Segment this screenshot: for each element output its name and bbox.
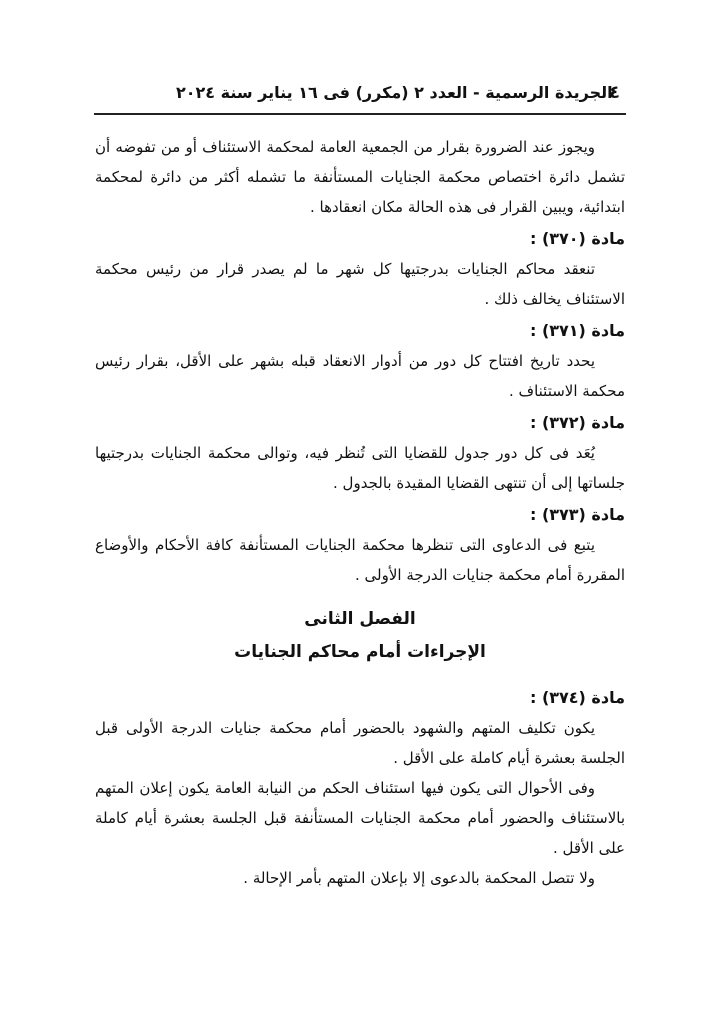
article-paragraph: ولا تتصل المحكمة بالدعوى إلا بإعلان المتهم بأمر الإحالة . (243, 869, 595, 887)
chapter-heading-block (95, 605, 625, 666)
article-373 (95, 503, 625, 590)
article-heading: مادة (٣٧٠) : (529, 229, 625, 248)
article-heading: مادة (٣٧٢) : (529, 413, 625, 432)
article-374 (95, 686, 625, 893)
article-heading: مادة (٣٧١) : (529, 321, 625, 340)
article-paragraph: يُعَد فى كل دور جدول للقضايا التى تُنظر فيه، وتوالى محكمة الجنايات بدرجتيها جلساتها إلى أن تنتهى القضايا المقيدة بالجدول . (95, 444, 625, 492)
chapter-subtitle: الإجراءات أمام محاكم الجنايات (234, 642, 486, 662)
article-heading: مادة (٣٧٣) : (529, 505, 625, 524)
chapter-title: الفصل الثانى (304, 609, 416, 629)
header-divider (94, 113, 626, 115)
article-paragraph: يتبع فى الدعاوى التى تنظرها محكمة الجنايات المستأنفة كافة الأحكام والأوضاع المقررة أمام محكمة جنايات الدرجة الأولى . (95, 536, 625, 584)
article-paragraph: يكون تكليف المتهم والشهود بالحضور أمام محكمة جنايات الدرجة الأولى قبل الجلسة بعشرة أيام كاملة على الأقل . (95, 719, 625, 767)
intro-paragraph: ويجوز عند الضرورة بقرار من الجمعية العامة لمحكمة الاستئناف أو من تفوضه أن تشمل دائرة اختصاص محكمة الجنايات المستأنفة ما تشمله أكثر من دائرة لمحكمة ابتدائية، ويبين القرار فى هذه الحالة مكان انعقادها . (95, 138, 625, 216)
article-paragraph: وفى الأحوال التى يكون فيها استئناف الحكم من النيابة العامة يكون إعلان المتهم بالاستئناف والحضور أمام محكمة الجنايات المستأنفة قبل الجلسة بعشرة أيام كاملة على الأقل . (95, 779, 625, 857)
article-heading: مادة (٣٧٤) : (529, 688, 625, 707)
article-paragraph: تنعقد محاكم الجنايات بدرجتيها كل شهر ما لم يصدر قرار من رئيس محكمة الاستئناف يخالف ذلك . (95, 260, 625, 308)
gazette-header-title: الجريدة الرسمية - العدد ٢ (مكرر) فى ١٦ يناير سنة ٢٠٢٤ (176, 83, 613, 102)
article-paragraph: يحدد تاريخ افتتاح كل دور من أدوار الانعقاد قبله بشهر على الأقل، بقرار رئيس محكمة الاستئناف . (95, 352, 625, 400)
legal-text-body (95, 132, 625, 893)
page-header (94, 81, 624, 109)
article-372 (95, 411, 625, 498)
page-number: ٤ (609, 82, 620, 103)
article-370 (95, 227, 625, 314)
article-371 (95, 319, 625, 406)
